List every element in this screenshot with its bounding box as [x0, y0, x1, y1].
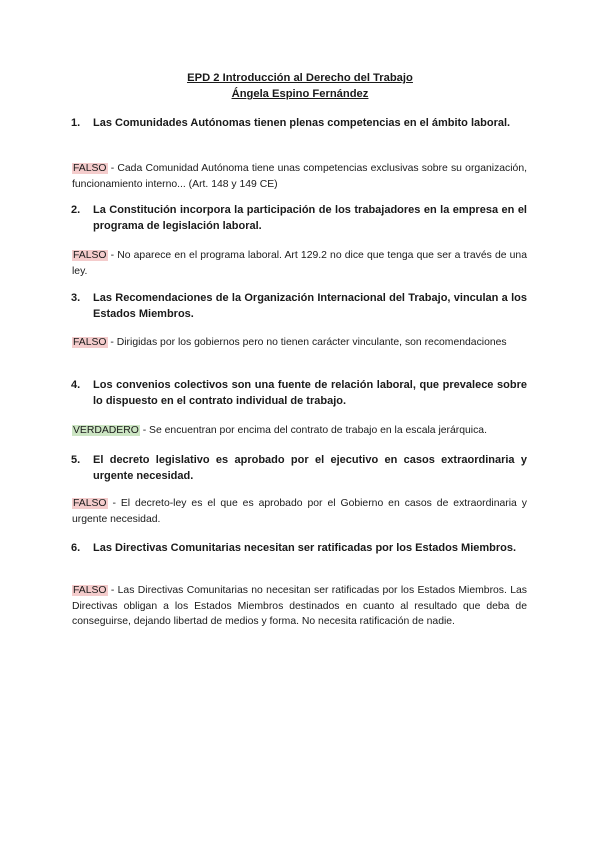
question-text: Las Comunidades Autónomas tienen plenas competencias en el ámbito laboral.: [93, 117, 511, 129]
question-text: La Constitución incorpora la participación de los trabajadores en la empresa en el programa de legislación laboral.: [93, 204, 527, 232]
answer-text: - El decreto-ley es el que es aprobado por el Gobierno en casos de extraordinaria y urgente necesidad.: [72, 498, 527, 525]
title-author: Ángela Espino Fernández: [231, 88, 369, 100]
question-5: [71, 453, 527, 484]
answer-text: - No aparece en el programa laboral. Art 129.2 no dice que tenga que ser a través de una ley.: [72, 250, 527, 277]
answer-2: [72, 248, 527, 279]
question-4: [71, 378, 527, 409]
verdict-badge: FALSO: [73, 163, 107, 174]
answer-1: [72, 161, 527, 192]
question-3: [71, 291, 527, 322]
question-text: Los convenios colectivos son una fuente de relación laboral, que prevalece sobre lo dispuesto en el contrato individual de trabajo.: [93, 379, 527, 407]
question-number: 6.: [71, 542, 81, 554]
question-1: [71, 116, 527, 132]
question-number: 2.: [71, 204, 81, 216]
question-number: 4.: [71, 379, 81, 391]
question-text: El decreto legislativo es aprobado por el ejecutivo en casos extraordinaria y urgente necesidad.: [93, 454, 527, 482]
verdict-badge: FALSO: [73, 498, 107, 509]
answer-text: - Dirigidas por los gobiernos pero no tienen carácter vinculante, son recomendaciones: [107, 337, 507, 348]
verdict-badge: FALSO: [73, 250, 107, 261]
answer-4: [72, 423, 527, 439]
title-course: EPD 2 Introducción al Derecho del Trabajo: [187, 72, 413, 84]
verdict-badge: FALSO: [73, 585, 107, 596]
question-text: Las Directivas Comunitarias necesitan ser ratificadas por los Estados Miembros.: [93, 542, 517, 554]
verdict-badge: FALSO: [73, 337, 107, 348]
question-number: 1.: [71, 117, 81, 129]
question-text: Las Recomendaciones de la Organización Internacional del Trabajo, vinculan a los Estados Miembros.: [93, 292, 527, 320]
document-title: [0, 70, 600, 102]
answer-text: - Cada Comunidad Autónoma tiene unas competencias exclusivas sobre su organización, funcionamiento interno... (Art. 148 y 149 CE): [72, 163, 527, 190]
question-number: 5.: [71, 454, 81, 466]
answer-6: [72, 583, 527, 630]
question-2: [71, 203, 527, 234]
answer-text: - Se encuentran por encima del contrato de trabajo en la escala jerárquica.: [139, 425, 487, 436]
question-6: [71, 541, 527, 557]
answer-3: [72, 335, 527, 351]
answer-text: - Las Directivas Comunitarias no necesitan ser ratificadas por los Estados Miembros. Las Directivas obligan a los Estados Miembros destinados en cuanto al resultado que deba de conseguirse, dejando libertad de medios y forma. No necesita ratificación de nadie.: [72, 585, 527, 627]
question-number: 3.: [71, 292, 81, 304]
answer-5: [72, 496, 527, 527]
verdict-badge: VERDADERO: [73, 425, 139, 436]
